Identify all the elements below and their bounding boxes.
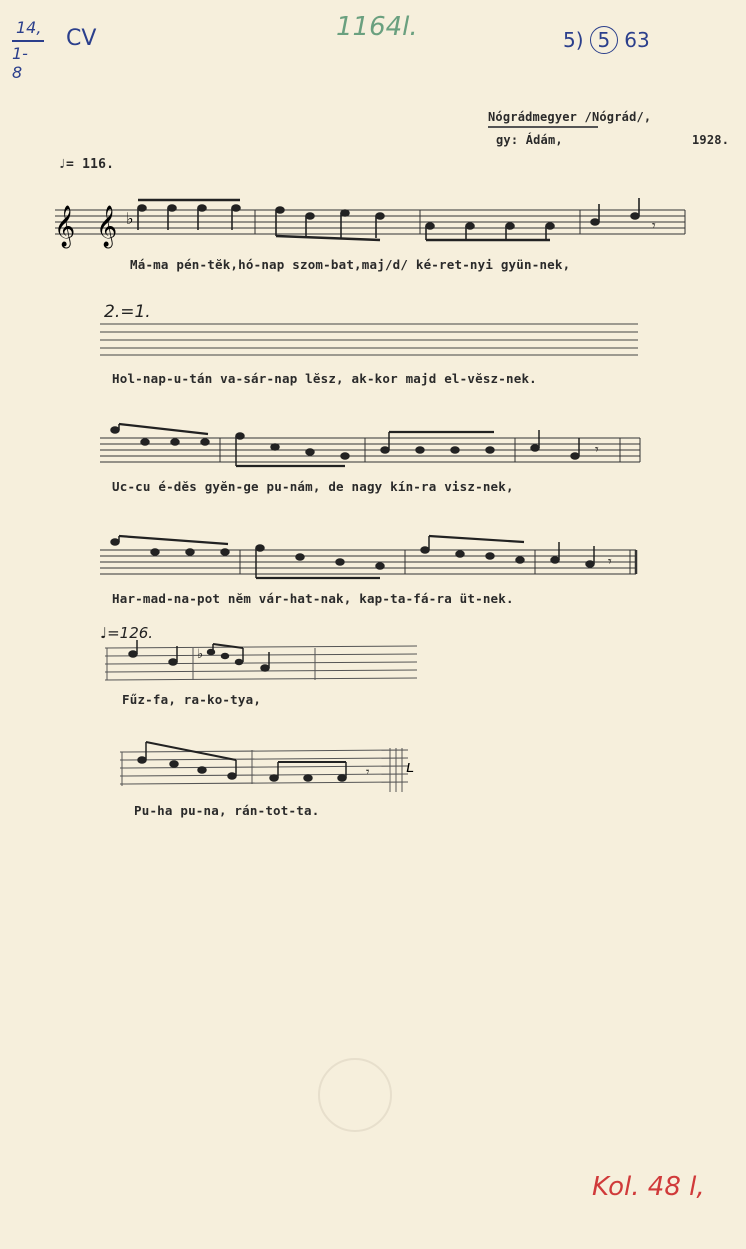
circled-number: 5 bbox=[590, 26, 618, 54]
empty-staff bbox=[100, 320, 640, 360]
treble-clef-icon-2: 𝄞 bbox=[96, 206, 118, 247]
lyric-line-6: Pu-ha pu-na, rán-tot-ta. bbox=[134, 803, 320, 818]
staff-3 bbox=[100, 420, 645, 475]
fraction-top: 14, bbox=[16, 18, 42, 37]
svg-text:♭: ♭ bbox=[126, 209, 134, 228]
quarter-note-icon: ♩ bbox=[58, 157, 67, 172]
fraction-bottom: 1-8 bbox=[12, 44, 28, 82]
lyric-line-5: Fűz-fa, ra-ko-tya, bbox=[122, 692, 262, 707]
svg-text:𝄾: 𝄾 bbox=[608, 554, 612, 570]
region-line: Nógrádmegyer /Nógrád/, bbox=[488, 110, 652, 124]
svg-text:𝄾: 𝄾 bbox=[652, 218, 656, 234]
lyric-line-1: Má-ma pén-tĕk,hó-nap szom-bat,maj/d/ ké-ret-nyi gyün-nek, bbox=[130, 257, 571, 272]
svg-text:𝄾: 𝄾 bbox=[366, 765, 370, 780]
staff-5 bbox=[105, 640, 425, 690]
archive-number: 1164l. bbox=[336, 12, 418, 42]
staff-1 bbox=[40, 190, 690, 250]
lyric-line-3: Uc-cu é-dĕs gyĕn-ge pu-nám, de nagy kín-ra visz-nek, bbox=[112, 479, 514, 494]
roman-numeral: CV bbox=[66, 26, 97, 51]
svg-text:ʟ: ʟ bbox=[406, 757, 415, 776]
tempo-mark bbox=[58, 157, 114, 172]
repeat-mark: 2.=1. bbox=[104, 302, 151, 322]
svg-text:♭: ♭ bbox=[197, 647, 204, 662]
tempo-value-2: =126. bbox=[107, 624, 154, 642]
year: 1928. bbox=[692, 133, 730, 147]
tempo-value: = 116. bbox=[66, 157, 115, 172]
quarter-note-icon-2: ♩ bbox=[100, 624, 108, 642]
svg-text:𝄾: 𝄾 bbox=[595, 442, 599, 458]
top-right-annotation bbox=[563, 26, 650, 54]
faint-stamp bbox=[318, 1058, 392, 1132]
staff-6 bbox=[118, 740, 428, 798]
lyric-line-2: Hol-nap-u-tán va-sár-nap lĕsz, ak-kor majd el-vĕsz-nek. bbox=[112, 371, 537, 386]
staff-4 bbox=[100, 530, 645, 585]
collection-note: Kol. 48 l, bbox=[592, 1172, 705, 1202]
collector-line: gy: Ádám, bbox=[496, 133, 563, 147]
treble-clef-icon: 𝄞 bbox=[54, 206, 76, 247]
lyric-line-4: Har-mad-na-pot nĕm vár-hat-nak, kap-ta-fá-ra üt-nek. bbox=[112, 591, 514, 606]
top-right-suffix: 63 bbox=[624, 28, 650, 52]
top-right-prefix: 5) bbox=[563, 28, 584, 52]
